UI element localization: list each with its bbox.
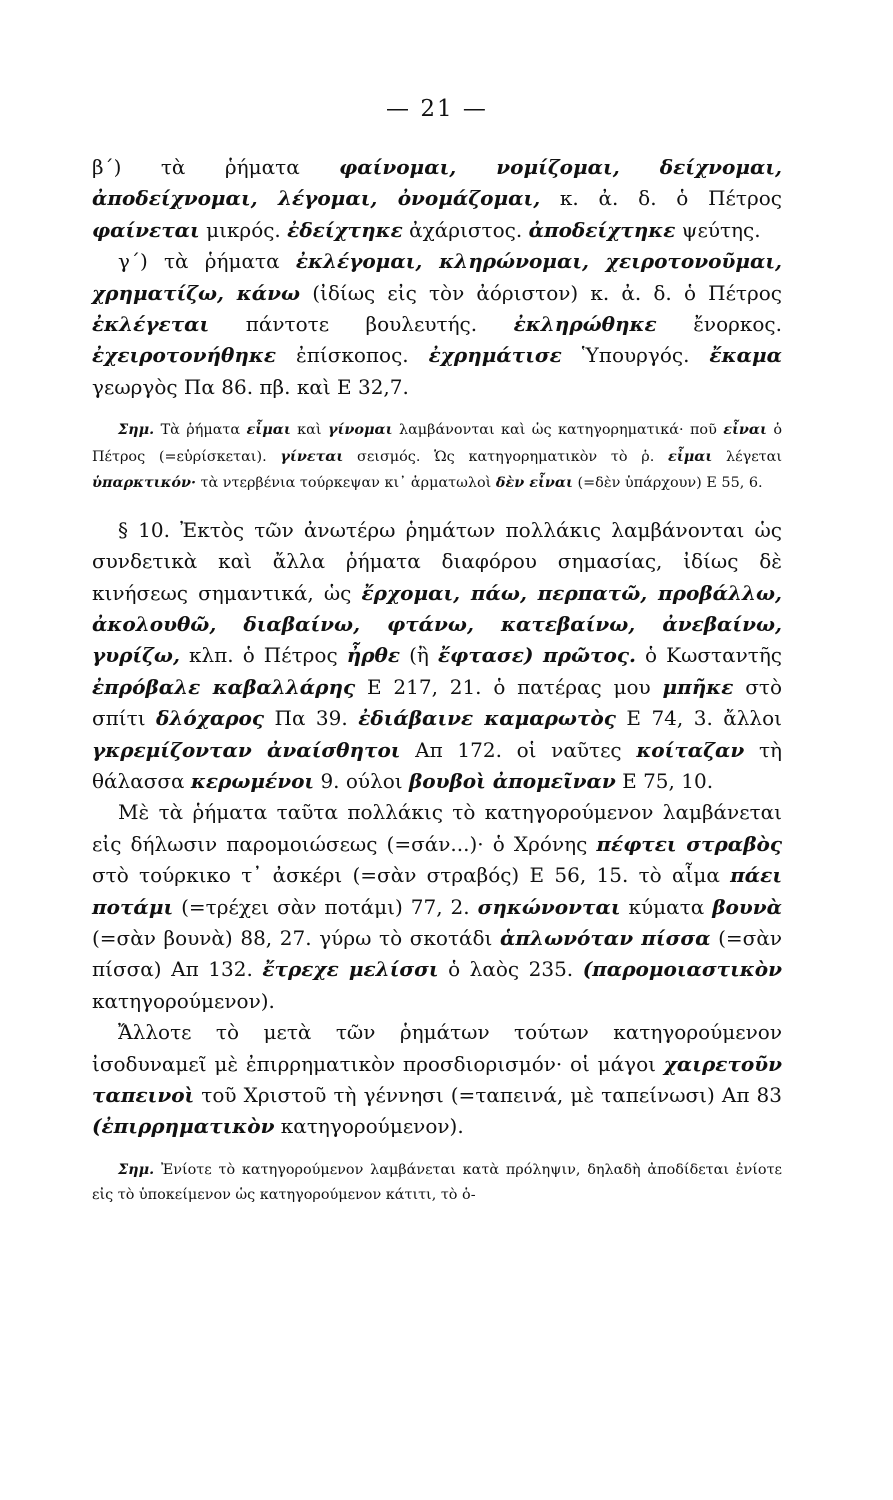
- text-run: ὁ Πέτρος (=εὑρίσκεται).: [92, 422, 783, 465]
- text-run: κ. ἀ. δ. ὁ Πέτρος: [540, 186, 782, 211]
- emphasis-term: πάει ποτάμι: [92, 863, 782, 919]
- text-run: Ε 74, 3. ἄλλοι: [615, 706, 782, 731]
- text-run: Ε 75, 10.: [615, 769, 714, 793]
- emphasis-term: εἶμαι: [246, 421, 291, 439]
- emphasis-term: βουβοὶ ἀπομεῖναν: [409, 769, 616, 793]
- emphasis-term: ἀποδείχτηκε: [528, 217, 676, 242]
- emphasis-term: δὲν εἶναι: [495, 474, 573, 492]
- text-run: λέγεται: [712, 448, 783, 465]
- emphasis-term: χαιρετοῦν ταπεινοὶ: [92, 1051, 782, 1108]
- emphasis-term: ἔφτασε) πρῶτος.: [437, 643, 636, 668]
- note-predicative: [92, 417, 782, 497]
- text-run: γ΄) τὰ ῥήματα: [118, 249, 296, 274]
- emphasis-term: (ἐπιρρηματικὸν: [92, 1114, 275, 1139]
- emphasis-term: δλόχαρος: [156, 706, 265, 731]
- emphasis-term: ἐκλέγομαι, κληρώνομαι, χειροτονοῦμαι, χρηματίζω, κάνω: [92, 249, 782, 305]
- text-run: (=σὰν βουνὰ) 88, 27. γύρω τὸ σκοτάδι: [92, 926, 501, 951]
- emphasis-term: Σημ.: [118, 1160, 155, 1178]
- text-run: (=σὰν πίσσα) Απ 132.: [92, 926, 783, 982]
- emphasis-term: εἶναι: [723, 421, 767, 439]
- text-run: τοῦ Χριστοῦ τὴ γέννησι (=ταπεινά, μὲ ταπείνωσι) Απ 83: [194, 1083, 782, 1108]
- text-run: κλπ. ὁ Πέτρος: [179, 643, 347, 668]
- text-run: (=δὲν ὑπάρχουν) Ε 55, 6.: [572, 475, 763, 492]
- text-run: κατηγορούμενον).: [92, 988, 275, 1013]
- text-run: (=τρέχει σὰν ποτάμι) 77, 2.: [173, 894, 478, 919]
- text-run: ὁ Κωσταντῆς: [635, 643, 783, 668]
- text-run: Πα 39.: [264, 706, 359, 731]
- emphasis-term: ἐδείχτηκε: [287, 217, 403, 242]
- text-run: Απ 172. οἱ ναῦτες: [400, 737, 637, 762]
- paragraph-adverbial: [92, 1017, 782, 1143]
- text-run: 9. ούλοι: [314, 769, 410, 793]
- emphasis-term: ἐπρόβαλε καβαλλάρης: [92, 674, 356, 699]
- emphasis-term: (παρομοιαστικὸν: [582, 957, 782, 982]
- note-prolepsis: [92, 1157, 782, 1209]
- emphasis-term: φαίνομαι, νομίζομαι, δείχνομαι, ἀποδείχνομαι, λέγομαι, ὀνομάζομαι,: [92, 155, 782, 211]
- text-run: ψεύτης.: [675, 217, 761, 242]
- paragraph-similes: [92, 797, 782, 1017]
- text-run: β΄) τὰ ῥήματα: [92, 155, 340, 179]
- emphasis-term: ἐδιάβαινε καμαρωτὸς: [358, 706, 616, 731]
- emphasis-term: πέφτει στραβὸς: [596, 831, 782, 856]
- text-run: λαμβάνονται καὶ ὡς κατηγορηματικά· ποῦ: [392, 422, 724, 439]
- text-run: Μὲ τὰ ῥήματα ταῦτα πολλάκις τὸ κατηγορούμενον λαμβάνεται εἰς δήλωσιν παρομοιώσεως (=σάν...)· ὁ Χρόνης: [92, 800, 782, 856]
- text-run: Ἐνίοτε τὸ κατηγορούμενον λαμβάνεται κατὰ πρόληψιν, δηλαδὴ ἀποδίδεται ἐνίοτε εἰς τὸ ὑποκείμενον ὡς κατηγορούμενον κάτιτι, τὸ ὁ-: [92, 1161, 782, 1204]
- emphasis-term: ἐχειροτονήθηκε: [92, 343, 277, 368]
- emphasis-term: εἶμαι: [668, 447, 713, 465]
- emphasis-term: γίνομαι: [327, 421, 393, 439]
- emphasis-term: ἦρθε: [346, 643, 401, 668]
- emphasis-term: μπῆκε: [662, 674, 734, 699]
- text-run: § 10. Ἐκτὸς τῶν ἀνωτέρω ῥημάτων πολλάκις λαμβάνονται ὡς συνδετικὰ καὶ ἄλλα ῥήματα διαφόρου σημασίας, ἰδίως δὲ κινήσεως σημαντικά, ὡς: [92, 517, 782, 605]
- text-run: στὸ σπίτι: [92, 674, 783, 731]
- emphasis-term: ἔτρεχε μελίσσι: [262, 957, 439, 982]
- emphasis-term: ἐκληρώθηκε: [513, 312, 657, 337]
- emphasis-term: Σημ.: [118, 421, 155, 439]
- text-run: κατηγορούμενον).: [274, 1114, 464, 1139]
- text-run: ἀχάριστος.: [402, 217, 529, 242]
- emphasis-term: ἔρχομαι, πάω, περπατῶ, προβάλλω, ἀκολουθῶ, διαβαίνω, φτάνω, κατεβαίνω, ἀνεβαίνω, γυρίζω,: [92, 580, 783, 668]
- emphasis-term: ὑπαρκτικόν·: [92, 474, 196, 492]
- page-number: — 21 —: [386, 96, 488, 122]
- paragraph-section-10: [92, 515, 782, 798]
- text-run: τὰ ντερβένια τούρκεψαν κι᾽ ἁρματωλοὶ: [195, 475, 496, 492]
- text-run: ἔνορκος.: [656, 312, 782, 337]
- text-run: μικρός.: [199, 217, 288, 242]
- text-run: Ἄλλοτε τὸ μετὰ τῶν ῥημάτων τούτων κατηγορούμενον ἰσοδυναμεῖ μὲ ἐπιρρηματικὸν προσδιορισμόν· οἱ μάγοι: [92, 1020, 782, 1076]
- emphasis-term: κοίταζαν: [636, 737, 745, 762]
- text-run: τὴ θάλασσα: [92, 737, 783, 793]
- text-run: γεωργὸς Πα 86. πβ. καὶ Ε 32,7.: [92, 374, 409, 399]
- text-run: Ὑπουργός.: [561, 343, 710, 368]
- emphasis-term: ἐκλέγεται: [92, 312, 210, 337]
- emphasis-term: γίνεται: [280, 447, 344, 465]
- emphasis-term: ἔκαμα: [709, 343, 782, 368]
- emphasis-term: ἐχρημάτισε: [428, 343, 562, 368]
- text-run: κύματα: [620, 894, 713, 919]
- text-run: στὸ τούρκικο τ᾽ ἀσκέρι (=σὰν στραβός) Ε 56, 15. τὸ αἷμα: [92, 863, 731, 888]
- emphasis-term: βουνὰ: [712, 894, 782, 919]
- text-run: ὁ λαὸς 235.: [438, 957, 583, 982]
- paragraph-beta: [92, 152, 782, 246]
- text-run: Ε 217, 21. ὁ πατέρας μου: [355, 674, 663, 699]
- text-run: ἐπίσκοπος.: [276, 343, 429, 368]
- emphasis-term: σηκώνονται: [477, 894, 621, 919]
- emphasis-term: γκρεμίζονταν ἀναίσθητοι: [92, 737, 401, 762]
- paragraph-gamma: [92, 246, 782, 403]
- emphasis-term: κερωμένοι: [190, 769, 315, 793]
- text-run: Τὰ ῥήματα: [154, 422, 247, 439]
- text-run: σεισμός. Ὡς κατηγορηματικὸν τὸ ῥ.: [343, 448, 669, 465]
- text-run: καὶ: [290, 422, 328, 439]
- emphasis-term: φαίνεται: [92, 217, 200, 242]
- emphasis-term: ἁπλωνόταν πίσσα: [500, 926, 711, 951]
- document-page: [92, 96, 782, 1209]
- text-run: πάντοτε βουλευτής.: [209, 312, 514, 337]
- text-run: (ἢ: [400, 643, 438, 668]
- text-run: (ἰδίως εἰς τὸν ἀόριστον) κ. ἀ. δ. ὁ Πέτρος: [300, 280, 782, 305]
